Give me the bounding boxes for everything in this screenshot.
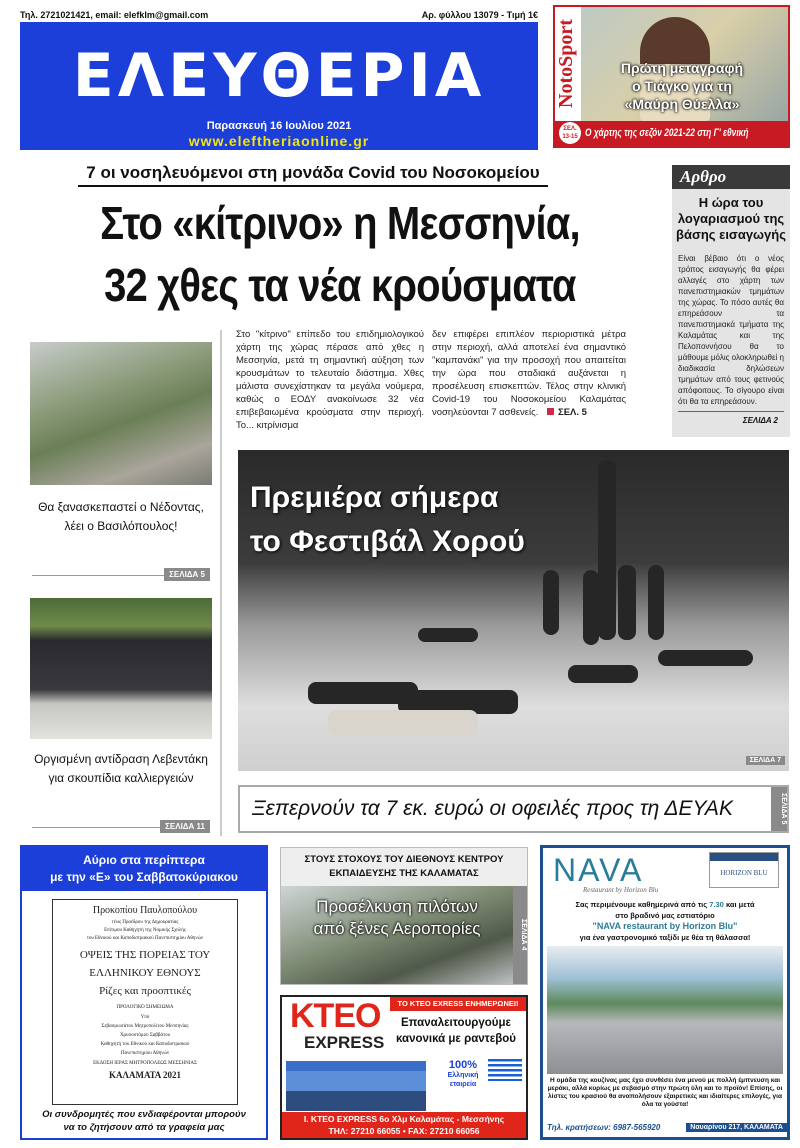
left-column bbox=[20, 330, 222, 836]
dancer-figure bbox=[583, 570, 599, 645]
dancer-figure bbox=[598, 460, 616, 640]
dancer-figure bbox=[418, 628, 478, 642]
page-tag: ΣΕΛΙΔΑ 7 bbox=[746, 756, 785, 765]
nedontas-aerial-photo bbox=[30, 342, 212, 485]
divider bbox=[32, 575, 170, 576]
kteo-logo-express: EXPRESS bbox=[304, 1033, 385, 1052]
contact-line: Τηλ. 2721021421, email: elefklm@gmail.com bbox=[20, 10, 209, 20]
story-caption[interactable]: Θα ξανασκεπαστεί ο Νέδοντας, λέει ο Βασιλόπουλος! bbox=[38, 500, 204, 533]
page-tag: ΣΕΛΙΔΑ 5 bbox=[771, 787, 787, 831]
lead-body-col1: Στο "κίτρινο" επίπεδο του επιδημιολογικού χάρτη της χώρας πέρασε από χθες η Μεσσηνία, μετά τη σημαντική αύξηση των κρουσμάτων το τελευταίο διάστημα. Χθες μάλιστα συνεχίστηκαν τα μεγάλα νούμερα, καθώς ο ΕΟΔΥ ανακοίνωσε 32 νέα επιβεβαιωμένα κρούσματα στην περιοχή. Το... κιτρίνισμα bbox=[236, 329, 424, 431]
greek-flag-icon bbox=[488, 1059, 522, 1081]
editorial-box[interactable] bbox=[672, 165, 790, 437]
book-promo-header: Αύριο στα περίπτερα με την «Ε» του Σαββατοκύριακου bbox=[22, 847, 266, 891]
lead-headline[interactable]: Στο «κίτρινο» η Μεσσηνία, 32 χθες τα νέα κρούσματα bbox=[100, 197, 580, 311]
book-promo[interactable] bbox=[20, 845, 268, 1140]
deyak-headline: Ξεπερνούν τα 7 εκ. ευρώ οι οφειλές προς τη ΔΕΥΑΚ bbox=[252, 797, 733, 820]
book-cover: Προκοπίου Παυλοπούλου τέως Προέδρου της Δημοκρατίας Επίτιμου Καθηγητή της Νομικής Σχολής του Εθνικού και Καποδιστριακού Πανεπιστημίου Αθηνών ΟΨΕΙΣ ΤΗΣ ΠΟΡΕΙΑΣ ΤΟΥ ΕΛΛΗΝΙΚΟΥ ΕΘΝΟΥΣ Ρίζες και προοπτικές ΠΡΟΛΟΓΙΚΟ ΣΗΜΕΙΩΜΑ Υπό Σεβασμιωτάτου Μητροπολίτου Μεσσηνίας Χρυσοστόμου Σαββάτου Καθηγητή του Εθνικού και Καποδιστριακού Πανεπιστημίου Αθηνών ΕΚΔΟΣΗ ΙΕΡΑΣ ΜΗΤΡΟΠΟΛΕΩΣ ΜΕΣΣΗΝΙΑΣ ΚΑΛΑΜΑΤΑ 2021 bbox=[52, 899, 238, 1105]
kteo-building-photo bbox=[286, 1061, 426, 1111]
book-promo-footer: Οι συνδρομητές που ενδιαφέρονται μπορούν να το ζητήσουν από τα γραφεία μας bbox=[42, 1109, 246, 1133]
restaurant-table-photo bbox=[547, 946, 783, 1074]
nava-footer: Τηλ. κρατήσεων: 6987-565920 Ναυαρίνου 217, ΚΑΛΑΜΑΤΑ bbox=[543, 1123, 787, 1137]
lead-kicker: 7 οι νοσηλευόμενοι στη μονάδα Covid του Νοσοκομείου bbox=[78, 163, 548, 187]
editorial-label: Αρθρο bbox=[672, 165, 790, 189]
kteo-logo: ΚΤΕΟ bbox=[290, 997, 381, 1035]
horizon-blu-logo: HORIZON BLU bbox=[709, 852, 779, 888]
dancer-figure bbox=[568, 665, 638, 683]
dancer-figure bbox=[658, 650, 753, 666]
deyak-story[interactable] bbox=[238, 785, 789, 833]
page-tag: ΣΕΛΙΔΑ 5 bbox=[164, 568, 210, 581]
masthead-logo bbox=[20, 22, 538, 150]
sport-strip: ΣΕΛ. 13-15 Ο χάρτης της σεζόν 2021-22 στη Γ' εθνική bbox=[555, 121, 788, 146]
nava-description: Η ομάδα της κουζίνας μας έχει συνθέσει ένα μενού με πολλή έμπνευση και μεράκι, αλλά κυρίως με σεβασμό στην πρώτη ύλη και το προϊόν! Επίσης, οι λίστες του κρασιού θα αναπολήσουν εξαιρετικές και ιδιαίτερες επιλογές, για όλα τα γούστα! bbox=[547, 1077, 783, 1108]
notosport-brand: NotoSport bbox=[555, 7, 581, 121]
nava-logo-sub: Restaurant by Horizon Blu bbox=[583, 886, 659, 894]
pilots-story[interactable] bbox=[280, 847, 528, 985]
nava-logo: NAVA bbox=[553, 852, 644, 888]
editorial-page: ΣΕΛΙΔΑ 2 bbox=[678, 411, 784, 429]
issue-date: Παρασκευή 16 Ιουλίου 2021 bbox=[206, 120, 352, 132]
lead-page-ref: ΣΕΛ. 5 bbox=[547, 407, 587, 418]
greek-company-badge: 100% Ελληνική εταιρεία bbox=[447, 1059, 479, 1088]
pilots-caption: Προσέλκυση πιλότων από ξένες Αεροπορίες bbox=[313, 897, 481, 938]
page-tag: ΣΕΛΙΔΑ 11 bbox=[160, 820, 210, 833]
newspaper-name: ΕΛΕΥΘΕΡΙΑ bbox=[72, 41, 486, 111]
kteo-banner: ΤΟ ΚΤΕΟ EXRESS ΕΝΗΜΕΡΩΝΕΙ! bbox=[390, 997, 526, 1011]
nava-text: Σας περιμένουμε καθημερινά από τις 7.30 και μετά στο βραδινό μας εστιατόριο "NAVA restaurant by Horizon Blu" για ένα γαστρονομικό ταξίδι με θέα τη θάλασσα! bbox=[575, 900, 755, 942]
garbage-bags-photo bbox=[30, 598, 212, 739]
page-tag: ΣΕΛΙΔΑ 4 bbox=[513, 886, 527, 984]
dance-festival-photo[interactable] bbox=[238, 450, 789, 771]
dancer-figure bbox=[543, 570, 559, 635]
dancer-figure bbox=[618, 565, 636, 640]
divider bbox=[32, 827, 170, 828]
kteo-contact: Ι. ΚΤΕΟ EXPRESS 6ο Χλμ Καλαμάτας - Μεσσήνης ΤΗΛ: 27210 66055 • FAX: 27210 66056 bbox=[282, 1112, 526, 1138]
story-caption[interactable]: Οργισμένη αντίδραση Λεβεντάκη για σκουπίδια καλλιεργειών bbox=[34, 752, 208, 785]
sport-page-badge: ΣΕΛ. 13-15 bbox=[559, 122, 581, 144]
feature-title: Πρεμιέρα σήμερα το Φεστιβάλ Χορού bbox=[250, 481, 525, 558]
kteo-message: Επαναλειτουργούμε κανονικά με ραντεβού bbox=[395, 1017, 516, 1045]
notosport-teaser[interactable] bbox=[553, 5, 790, 148]
kteo-express-ad[interactable] bbox=[280, 995, 528, 1140]
issue-number: Αρ. φύλλου 13079 - Τιμή 1€ bbox=[421, 10, 538, 20]
website-link[interactable]: www.eleftheriaonline.gr bbox=[188, 133, 370, 149]
lead-body-col2: δεν επιφέρει επιπλέον περιοριστικά μέτρα στην περιοχή, αλλά αποτελεί ένα σημαντικό "καμπανάκι" για την προσοχή που απαιτείται την ώρα που σταδιακά αυξάνεται η προσέλευση επισκεπτών. Τέλος στην κλινική Covid-19 του Νοσοκομείου Καλαμάτας νοσηλεύονται 7 ασθενείς. bbox=[432, 329, 626, 418]
editorial-title: Η ώρα του λογαριασμού της βάσης εισαγωγής bbox=[676, 195, 786, 242]
pilots-header: ΣΤΟΥΣ ΣΤΟΧΟΥΣ ΤΟΥ ΔΙΕΘΝΟΥΣ ΚΕΝΤΡΟΥ ΕΚΠΑΙΔΕΥΣΗΣ ΤΗΣ ΚΑΛΑΜΑΤΑΣ bbox=[304, 854, 504, 879]
dancer-figure bbox=[648, 565, 664, 640]
editorial-body: Είναι βέβαιο ότι ο νέος τρόπος εισαγωγής θα φέρει αλλαγές στο χάρτη των πανεπιστημιακών τμημάτων της χώρας. Το πόσο αυτές θα επηρεάσουν τα πανεπιστημιακά τμήματα της Καλαμάτας και της Πελοποννήσου θα το μάθουμε μόλις ολοκληρωθεί η διαδικασία δηλώσεων τμημάτων από τους φετινούς απόφοιτους. Το σίγουρο είναι ότι θα τα επηρεάσουν. bbox=[678, 254, 785, 406]
nava-restaurant-ad[interactable] bbox=[540, 845, 790, 1140]
sport-caption: Πρώτη μεταγραφή ο Τιάγκο για τη «Μαύρη Θύελλα» bbox=[620, 60, 744, 112]
dancer-figure bbox=[328, 710, 478, 736]
